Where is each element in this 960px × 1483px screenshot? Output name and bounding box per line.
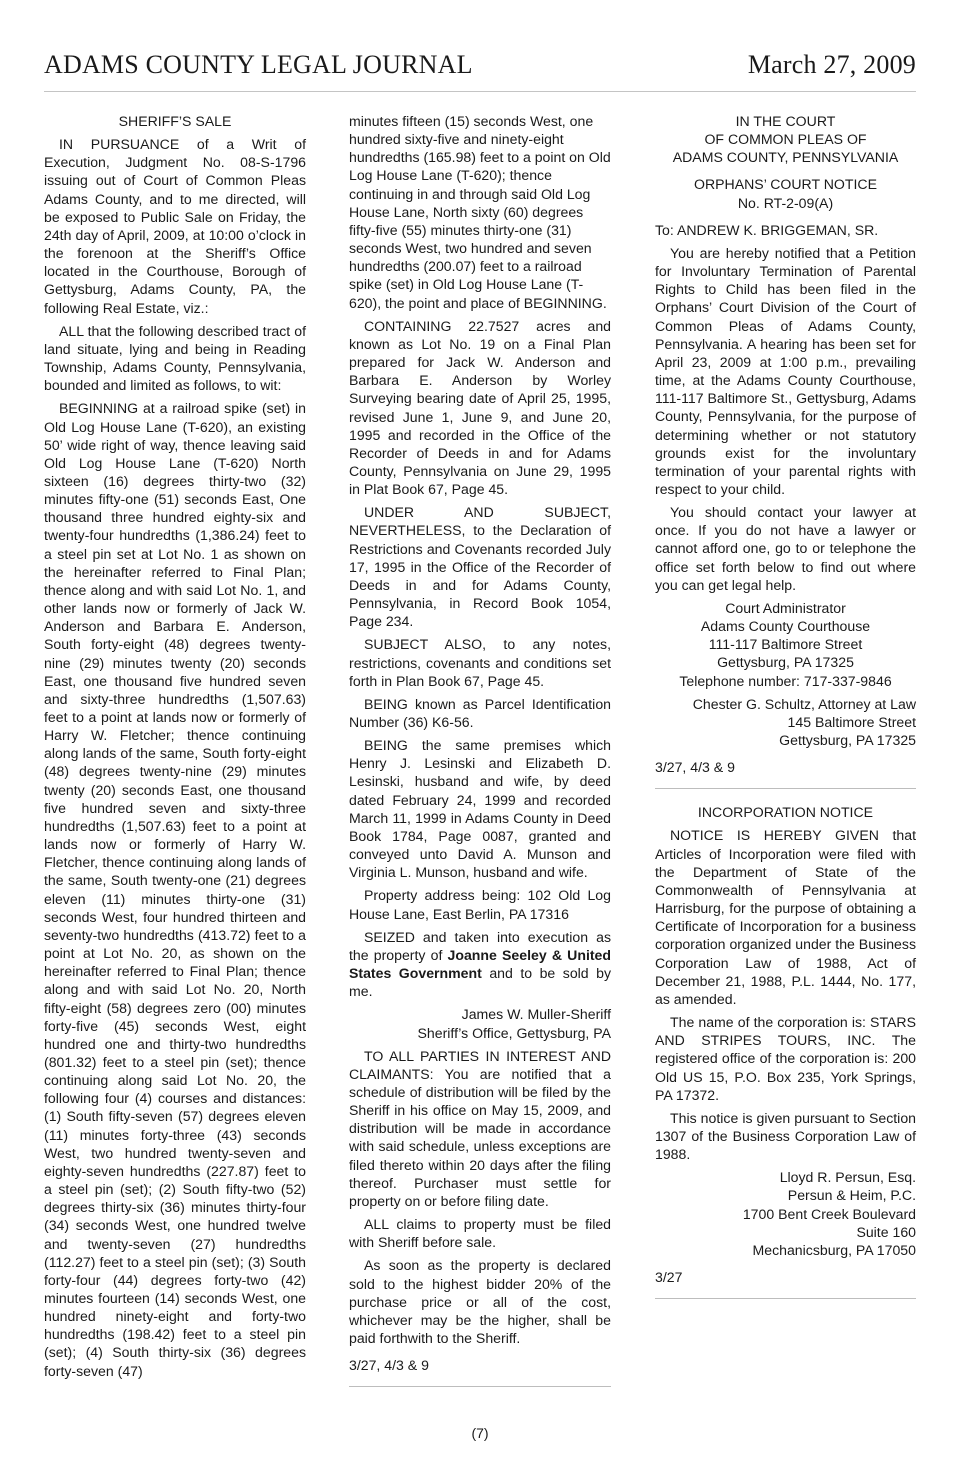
sheriff-sale-beginning-continued: minutes fifteen (15) seconds West, one hundred sixty-five and ninety-eight hundredths (165.98) feet to a point on Old Log House Lane (T-620); thence continuing in and through said Old Log House Lane, North sixty (60) degrees fifty-five (55) minutes thirty-one (31) seconds West, two hundred and seven hundredths (200.07) feet to a railroad spike (set) in Old Log House Lane (T-620), the point and place of BEGINNING.: [349, 113, 611, 311]
orphans-attorney-street: 145 Baltimore Street: [787, 713, 916, 730]
incorporation-heading: INCORPORATION NOTICE: [697, 804, 874, 821]
orphans-attorney-city: Gettysburg, PA 17325: [779, 732, 916, 748]
admin-building: Adams County Courthouse: [700, 618, 871, 635]
admin-city: Gettysburg, PA 17325: [717, 654, 854, 671]
orphans-run-dates: 3/27, 4/3 & 9: [655, 759, 735, 776]
court-line-1: IN THE COURT: [735, 113, 836, 129]
seized-prefix: SEIZED and taken into execution as the property of: [349, 928, 611, 963]
sheriff-sale-beginning: BEGINNING at a railroad spike (set) in Old Log House Lane (T-620), an existing 50’ wide right of way, thence leaving said Old Log House Lane (T-620) North sixteen (16) degrees thirty-two (32) minutes fifty-one (51) seconds East, One thousand three hundred eighty-six and twenty-four hundredths (1,386.24) feet to a steel pin set at Lot No. 1 as shown on the hereinafter referred to Final Plan; thence along and with said Lot No. 1, and other lands now or formerly of Jack W. Anderson and Barbara E. Anderson, South forty-eight (48) degrees twenty-nine (29) minutes twenty (20) seconds East, one thousand five hundred seven and sixty-three hundredths (1,507.63) feet to a point at lands now or formerly of Harry W. Fletcher; thence continuing along lands of the same, South forty-eight (48) degrees twenty-nine (29) minutes twenty (20) seconds East, one thousand five hundred seven and sixty-three hundredths (1,507.63) feet to a point at lands now or formerly of Harry W. Fletcher, thence continuing along lands of the same, South twenty-one (21) degrees eleven (11) minutes thirty-one (31) seconds West, four hundred thirteen and seventy-two hundredths (413.72) feet to a point at Lot No. 20, as shown on the hereinafter referred to Final Plan; thence along and with said Lot No. 20, North fifty-eight (58) degrees zero (00) minutes forty-five (45) seconds West, eight hundred one and thirty-two hundredths (801.32) feet to a steel pin (set); thence continuing along said Lot No. 20, the following four (4) courses and distances: (1) South fifty-seven (57) degrees eleven (11) minutes forty-three (43) seconds West, two hundred twenty-seven and eighty-seven hundredths (227.87) feet to a steel pin (set); (2) South fifty-two (52) degrees thirty-six (36) minutes thirty-four (34) seconds West, one hundred twelve and twenty-seven (27) hundredths (112.27) feet to a steel pin (set); (3) South forty-four (44) degrees forty-two (42) minutes fourteen (14) seconds West, one hundred ninety-eight and forty-two hundredths (198.42) feet to a steel pin (set); (4) South thirty-six (36) degrees forty-seven (47): [44, 400, 306, 1379]
court-line-2: OF COMMON PLEAS OF: [704, 131, 867, 148]
section-divider: [655, 1298, 916, 1299]
incorporation-name: The name of the corporation is: STARS AND STRIPES TOURS, INC. The registered office of the corporation is: 200 Old US 15, P.O. Box 235, York Springs, PA 17372.: [655, 1014, 916, 1103]
journal-title: ADAMS COUNTY LEGAL JOURNAL: [44, 50, 473, 79]
incorporation-run-date: 3/27: [655, 1269, 683, 1286]
sheriff-sale-seized: [349, 928, 611, 1001]
sheriff-name: James W. Muller-Sheriff: [461, 1006, 611, 1023]
page-number: (7): [471, 1425, 489, 1441]
sheriff-sale-containing: CONTAINING 22.7527 acres and known as Lot No. 19 on a Final Plan prepared for Jack W. Anderson and Barbara E. Anderson by Worley Surveying bearing date of April 25, 1995, revised June 1, June 9, and June 20, 1995 and recorded in the Office of the Recorder of Deeds in and for Adams County, Pennsylvania on June 29, 1995 in Plat Book 67, Page 45.: [349, 317, 611, 498]
section-divider: [349, 1386, 611, 1387]
sheriff-sale-run-dates: 3/27, 4/3 & 9: [349, 1357, 429, 1374]
incorporation-suite: Suite 160: [856, 1223, 916, 1240]
column-middle: [349, 112, 611, 1401]
sheriff-sale-property-address: Property address being: 102 Old Log House Lane, East Berlin, PA 17316: [349, 887, 611, 922]
sheriff-office: Sheriff’s Office, Gettysburg, PA: [417, 1024, 611, 1041]
orphans-to-line: To: ANDREW K. BRIGGEMAN, SR.: [655, 221, 879, 238]
sheriff-sale-subject-also: SUBJECT ALSO, to any notes, restrictions, covenants and conditions set forth in Plan Book 67, Page 45.: [349, 636, 611, 689]
orphans-notice-number: No. RT-2-09(A): [737, 194, 834, 211]
admin-phone: Telephone number: 717-337-9846: [679, 672, 892, 689]
column-left: [44, 112, 306, 1385]
sheriff-sale-parcel-id: BEING known as Parcel Identification Number (36) K6-56.: [349, 695, 611, 730]
incorporation-firm: Persun & Heim, P.C.: [787, 1187, 916, 1204]
column-right: [655, 112, 916, 1313]
orphans-notice-title: ORPHANS’ COURT NOTICE: [694, 176, 877, 193]
masthead: [44, 50, 916, 80]
admin-street: 111-117 Baltimore Street: [708, 636, 863, 653]
sheriff-sale-under-and-subject: UNDER AND SUBJECT, NEVERTHELESS, to the Declaration of Restrictions and Covenants recorded July 17, 1995 in the Office of the Recorder of Deeds in and for Adams County, Pennsylvania, in Record Book 1054, Page 234.: [349, 504, 611, 630]
court-line-3: ADAMS COUNTY, PENNSYLVANIA: [672, 149, 899, 166]
sheriff-sale-pursuance: IN PURSUANCE of a Writ of Execution, Judgment No. 08-S-1796 issuing out of Court of Common Pleas Adams County, and to me directed, will be exposed to Public Sale on Friday, the 24th day of April, 2009, at 10:00 o’clock in the forenoon at the Sheriff’s Office located in the Courthouse, Borough of Gettysburg, Adams County, PA, the following Real Estate, viz.:: [44, 136, 306, 316]
seized-suffix: and to be sold by me.: [349, 965, 612, 1000]
sheriff-sale-tract: ALL that the following described tract of land situate, lying and being in Reading Township, Adams County, Pennsylvania, bounded and limited as follows, to wit:: [44, 322, 306, 394]
incorporation-pursuant: This notice is given pursuant to Section 1307 of the Business Corporation Law of 1988.: [655, 1109, 916, 1163]
sheriff-sale-heading: SHERIFF’S SALE: [118, 113, 232, 129]
admin-title: Court Administrator: [725, 599, 846, 616]
sheriff-sale-as-soon: As soon as the property is declared sold to the highest bidder 20% of the purchase price or all of the cost, whichever may be the higher, shall be paid forthwith to the Sheriff.: [349, 1257, 611, 1346]
incorporation-attorney-name: Lloyd R. Persun, Esq.: [779, 1169, 916, 1186]
section-divider: [655, 788, 916, 789]
incorporation-body: NOTICE IS HEREBY GIVEN that Articles of Incorporation were filed with the Department of State of the Commonwealth of Pennsylvania at Harrisburg, for the purpose of obtaining a Certificate of Incorporation for a business corporation organized under the Business Corporation Law of 1988, Act of December 21, 1988, P.L. 1444, No. 177, as amended.: [655, 827, 916, 1007]
orphans-lawyer-advice: You should contact your lawyer at once. If you do not have a lawyer or cannot afford one, go to or telephone the office set forth below to find out where you can get legal help.: [655, 504, 916, 593]
sheriff-sale-premises: BEING the same premises which Henry J. Lesinski and Elizabeth D. Lesinski, husband and wife, by deed dated February 24, 1999 and recorded March 11, 1999 in Adams County in Deed Book 1784, Page 0087, granted and conveyed unto David A. Munson and Virginia L. Munson, husband and wife.: [349, 737, 611, 881]
seized-parties: Joanne Seeley & United States Government: [349, 946, 612, 982]
sheriff-sale-to-all-parties: TO ALL PARTIES IN INTEREST AND CLAIMANTS: You are notified that a schedule of distribution will be filed by the Sheriff in his office on May 15, 2009, and distribution will be made in accordance with said schedule, unless exceptions are filed thereto within 20 days after the filing thereof. Purchaser must settle for property on or before filing date.: [349, 1047, 611, 1209]
incorporation-street: 1700 Bent Creek Boulevard: [742, 1205, 916, 1222]
orphans-attorney-name: Chester G. Schultz, Attorney at Law: [692, 695, 916, 712]
sheriff-sale-all-claims: ALL claims to property must be filed with Sheriff before sale.: [349, 1216, 611, 1251]
orphans-body: You are hereby notified that a Petition for Involuntary Termination of Parental Rights to Child has been filed in the Orphans’ Court Division of the Court of Common Pleas of Adams County, Pennsylvania. A hearing has been set for April 23, 2009 at 1:00 p.m., prevailing time, at the Adams County Courthouse, 111-117 Baltimore St., Gettysburg, Adams County, Pennsylvania, for the purpose of determining whether or not statutory grounds exist for the involuntary termination of your parental rights with respect to your child.: [655, 244, 916, 497]
incorporation-city: Mechanicsburg, PA 17050: [752, 1241, 916, 1258]
issue-date: March 27, 2009: [747, 50, 916, 79]
masthead-rule: [44, 91, 916, 92]
